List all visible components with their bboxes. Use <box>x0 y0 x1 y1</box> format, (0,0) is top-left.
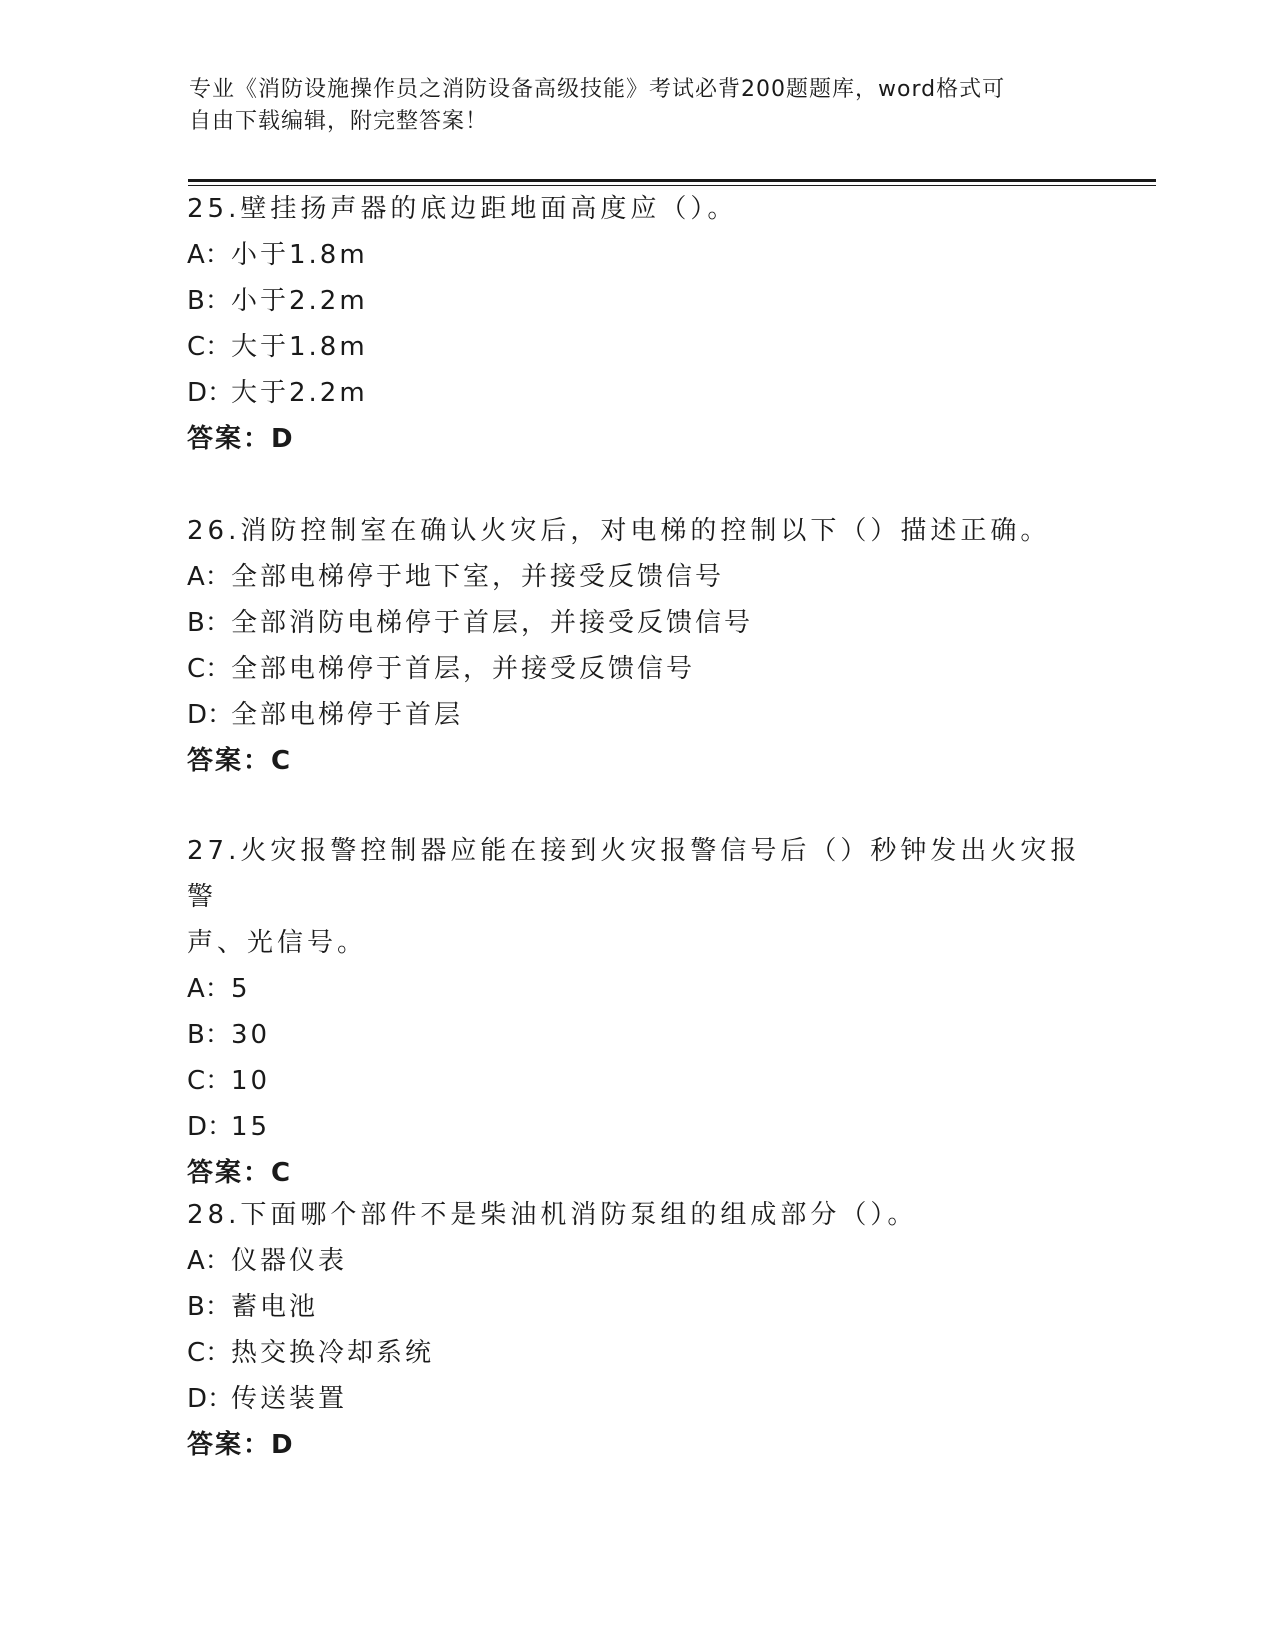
option-c <box>187 646 1087 692</box>
option-b <box>187 1284 1087 1330</box>
option-b <box>187 1012 1087 1058</box>
question-25 <box>187 186 1087 462</box>
option-letter: C： <box>187 332 232 362</box>
option-a <box>187 554 1087 600</box>
option-a <box>187 1238 1087 1284</box>
option-a <box>187 232 1087 278</box>
header-line-1: 专业《消防设施操作员之消防设备高级技能》考试必背200题题库，word格式可 <box>189 77 1006 102</box>
question-stem: 26.消防控制室在确认火灾后，对电梯的控制以下（）描述正确。 <box>187 516 1051 546</box>
option-text: 10 <box>231 1066 271 1096</box>
answer-line: 答案：C <box>187 1158 293 1188</box>
option-text: 传送装置 <box>231 1384 348 1414</box>
option-b <box>187 278 1087 324</box>
question-stem-line-1: 27.火灾报警控制器应能在接到火灾报警信号后（）秒钟发出火灾报警 <box>187 836 1081 912</box>
option-letter: D： <box>187 1384 234 1414</box>
option-text: 5 <box>231 974 251 1004</box>
answer-line: 答案：D <box>187 1430 295 1460</box>
option-text: 大于1.8m <box>231 332 368 362</box>
question-28 <box>187 1192 1087 1468</box>
option-d <box>187 1376 1087 1422</box>
option-letter: A： <box>187 974 231 1004</box>
option-letter: A： <box>187 1246 231 1276</box>
option-letter: D： <box>187 378 234 408</box>
option-b <box>187 600 1087 646</box>
option-d <box>187 1104 1087 1150</box>
option-letter: B： <box>187 608 231 638</box>
document-header <box>189 74 1089 138</box>
option-letter: B： <box>187 286 231 316</box>
option-letter: B： <box>187 1020 231 1050</box>
option-a <box>187 966 1087 1012</box>
option-text: 蓄电池 <box>231 1292 319 1322</box>
option-text: 小于2.2m <box>231 286 368 316</box>
option-text: 全部电梯停于地下室，并接受反馈信号 <box>231 562 725 592</box>
option-text: 30 <box>231 1020 271 1050</box>
question-stem: 25.壁挂扬声器的底边距地面高度应（）。 <box>187 194 738 224</box>
answer-line: 答案：D <box>187 424 295 454</box>
question-stem-line-2: 声、光信号。 <box>187 928 368 958</box>
option-c <box>187 1330 1087 1376</box>
header-divider-thick <box>188 179 1156 182</box>
option-c <box>187 324 1087 370</box>
option-text: 全部电梯停于首层，并接受反馈信号 <box>231 654 696 684</box>
option-letter: A： <box>187 240 231 270</box>
option-letter: B： <box>187 1292 231 1322</box>
option-text: 仪器仪表 <box>231 1246 348 1276</box>
option-text: 小于1.8m <box>231 240 368 270</box>
option-text: 15 <box>231 1112 271 1142</box>
option-letter: C： <box>187 654 232 684</box>
answer-line: 答案：C <box>187 746 293 776</box>
option-d <box>187 370 1087 416</box>
option-text: 全部电梯停于首层 <box>231 700 464 730</box>
question-26 <box>187 508 1087 784</box>
option-text: 热交换冷却系统 <box>231 1338 435 1368</box>
option-c <box>187 1058 1087 1104</box>
option-text: 大于2.2m <box>231 378 368 408</box>
question-27 <box>187 828 1087 1196</box>
question-stem: 28.下面哪个部件不是柴油机消防泵组的组成部分（）。 <box>187 1200 918 1230</box>
option-letter: D： <box>187 700 234 730</box>
option-letter: C： <box>187 1066 232 1096</box>
option-text: 全部消防电梯停于首层，并接受反馈信号 <box>231 608 754 638</box>
header-line-2: 自由下载编辑，附完整答案！ <box>189 109 489 134</box>
option-letter: C： <box>187 1338 232 1368</box>
option-d <box>187 692 1087 738</box>
option-letter: A： <box>187 562 231 592</box>
option-letter: D： <box>187 1112 234 1142</box>
